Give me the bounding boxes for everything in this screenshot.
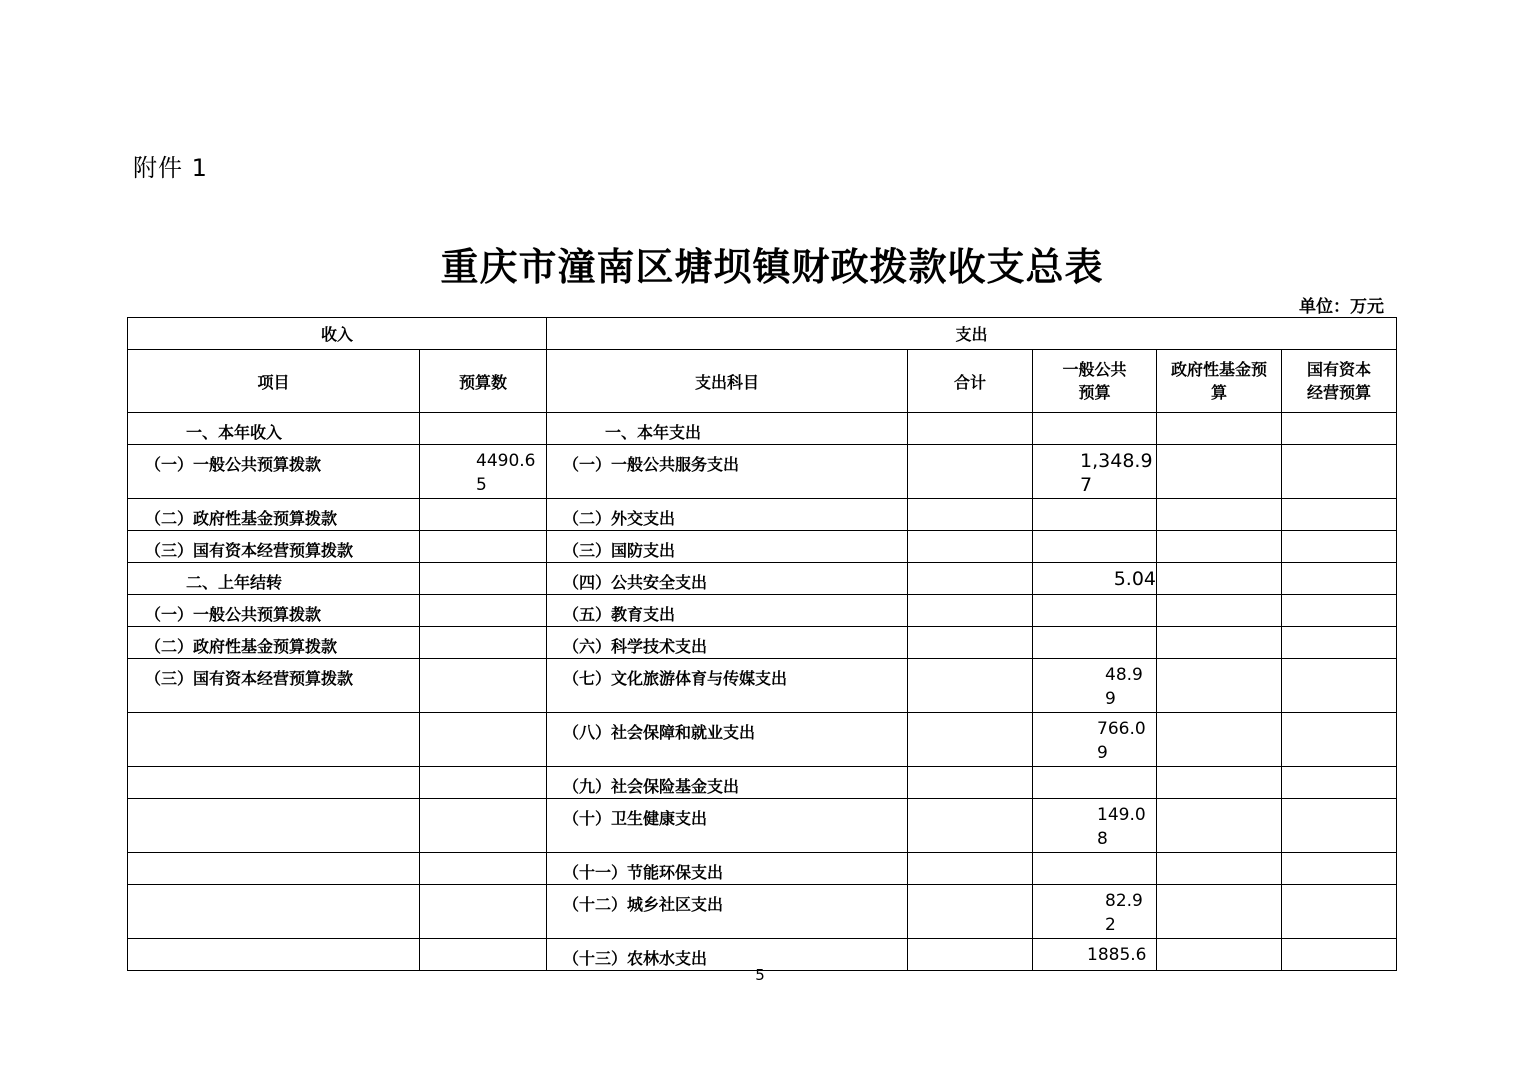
attachment-label: 附件 1 xyxy=(133,154,208,182)
capital-cell xyxy=(1282,713,1397,767)
income-value-cell xyxy=(420,713,547,767)
income-value-cell xyxy=(420,767,547,799)
page-title: 重庆市潼南区塘坝镇财政拨款收支总表 xyxy=(440,244,1104,289)
table-row xyxy=(128,627,1397,659)
general-value: 766.09 xyxy=(1097,719,1146,763)
total-cell xyxy=(908,499,1033,531)
fund-cell xyxy=(1157,531,1282,563)
fund-cell xyxy=(1157,885,1282,939)
budget-amount-header: 预算数 xyxy=(420,350,547,413)
fund-cell xyxy=(1157,499,1282,531)
fund-cell xyxy=(1157,713,1282,767)
general-value: 48.99 xyxy=(1105,665,1143,709)
table-row xyxy=(128,445,1397,499)
capital-cell xyxy=(1282,627,1397,659)
general-cell xyxy=(1033,595,1157,627)
general-cell xyxy=(1033,531,1157,563)
income-header: 收入 xyxy=(128,318,547,350)
expense-item-cell xyxy=(547,499,908,531)
total-cell xyxy=(908,885,1033,939)
expense-item-cell xyxy=(547,799,908,853)
total-cell xyxy=(908,767,1033,799)
income-value-cell xyxy=(420,799,547,853)
income-item-cell xyxy=(128,563,420,595)
total-cell xyxy=(908,853,1033,885)
general-value: 1,348.97 xyxy=(1080,450,1153,496)
expense-item: （十二）城乡社区支出 xyxy=(563,895,724,914)
general-cell xyxy=(1033,713,1157,767)
expense-item: （三）国防支出 xyxy=(563,541,676,560)
capital-cell xyxy=(1282,445,1397,499)
capital-cell xyxy=(1282,659,1397,713)
fund-cell xyxy=(1157,853,1282,885)
expense-item: （五）教育支出 xyxy=(563,605,676,624)
capital-cell xyxy=(1282,853,1397,885)
fund-cell xyxy=(1157,595,1282,627)
income-value-cell xyxy=(420,885,547,939)
general-value: 5.04 xyxy=(1113,568,1157,590)
income-item: （一）一般公共预算拨款 xyxy=(145,455,322,474)
expense-item: （四）公共安全支出 xyxy=(563,573,708,592)
state-capital-budget-header xyxy=(1282,350,1397,413)
general-cell xyxy=(1033,853,1157,885)
expense-item-cell xyxy=(547,413,908,445)
general-public-budget-header xyxy=(1033,350,1157,413)
income-item: （三）国有资本经营预算拨款 xyxy=(145,541,354,560)
total-cell xyxy=(908,713,1033,767)
income-item: （二）政府性基金预算拨款 xyxy=(145,637,338,656)
header-row-1 xyxy=(128,318,1397,350)
expense-item-cell xyxy=(547,659,908,713)
income-item: 二、上年结转 xyxy=(186,573,283,592)
table-row xyxy=(128,767,1397,799)
gov-fund-budget-label: 政府性基金预算 xyxy=(1171,360,1268,402)
total-cell xyxy=(908,627,1033,659)
expense-item-cell xyxy=(547,563,908,595)
capital-cell xyxy=(1282,499,1397,531)
income-item-cell xyxy=(128,499,420,531)
income-item-cell xyxy=(128,713,420,767)
unit-label: 单位：万元 xyxy=(1299,297,1384,317)
general-cell xyxy=(1033,499,1157,531)
expense-item: 一、本年支出 xyxy=(605,423,702,442)
income-value: 4490.65 xyxy=(476,451,536,495)
table-row xyxy=(128,563,1397,595)
expense-item-cell xyxy=(547,445,908,499)
expense-item-cell xyxy=(547,853,908,885)
header-row-2 xyxy=(128,350,1397,413)
total-cell xyxy=(908,445,1033,499)
income-value-cell xyxy=(420,531,547,563)
expense-item-cell xyxy=(547,595,908,627)
budget-table xyxy=(127,317,1397,971)
item-header: 项目 xyxy=(128,350,420,413)
income-item: （一）一般公共预算拨款 xyxy=(145,605,322,624)
state-capital-budget-label: 国有资本经营预算 xyxy=(1307,360,1372,402)
income-item: （二）政府性基金预算拨款 xyxy=(145,509,338,528)
total-cell xyxy=(908,413,1033,445)
income-value xyxy=(420,413,546,417)
income-item-cell xyxy=(128,627,420,659)
fund-cell xyxy=(1157,413,1282,445)
general-cell xyxy=(1033,563,1157,595)
income-value-cell xyxy=(420,413,547,445)
general-value: 149.08 xyxy=(1097,805,1146,849)
income-item-cell xyxy=(128,445,420,499)
expense-item-cell xyxy=(547,531,908,563)
total-cell xyxy=(908,659,1033,713)
total-header: 合计 xyxy=(908,350,1033,413)
capital-cell xyxy=(1282,563,1397,595)
fund-cell xyxy=(1157,627,1282,659)
income-item-cell xyxy=(128,853,420,885)
income-item-cell xyxy=(128,595,420,627)
fund-cell xyxy=(1157,563,1282,595)
general-cell xyxy=(1033,659,1157,713)
page-number: 5 xyxy=(755,966,765,984)
income-item-cell xyxy=(128,799,420,853)
expense-item: （十一）节能环保支出 xyxy=(563,863,724,882)
gov-fund-budget-header xyxy=(1157,350,1282,413)
total-cell xyxy=(908,595,1033,627)
general-value: 1885.6 xyxy=(1087,945,1147,965)
table-row xyxy=(128,595,1397,627)
fund-cell xyxy=(1157,445,1282,499)
capital-cell xyxy=(1282,595,1397,627)
income-item: （三）国有资本经营预算拨款 xyxy=(145,669,354,688)
table-row xyxy=(128,853,1397,885)
income-item-cell xyxy=(128,767,420,799)
capital-cell xyxy=(1282,799,1397,853)
income-value-cell xyxy=(420,563,547,595)
table-row xyxy=(128,659,1397,713)
table-row xyxy=(128,885,1397,939)
general-cell xyxy=(1033,445,1157,499)
income-item-cell xyxy=(128,413,420,445)
expense-item-cell xyxy=(547,713,908,767)
fund-cell xyxy=(1157,767,1282,799)
capital-cell xyxy=(1282,413,1397,445)
income-value-cell xyxy=(420,627,547,659)
capital-cell xyxy=(1282,531,1397,563)
income-value-cell xyxy=(420,853,547,885)
expense-item-cell xyxy=(547,627,908,659)
expense-item: （二）外交支出 xyxy=(563,509,676,528)
table-row xyxy=(128,713,1397,767)
income-value-cell xyxy=(420,499,547,531)
expense-item: （七）文化旅游体育与传媒支出 xyxy=(563,669,788,688)
expense-item: （一）一般公共服务支出 xyxy=(563,455,740,474)
expense-item: （八）社会保障和就业支出 xyxy=(563,723,756,742)
capital-cell xyxy=(1282,885,1397,939)
general-cell xyxy=(1033,767,1157,799)
table-row xyxy=(128,413,1397,445)
expense-subject-header: 支出科目 xyxy=(547,350,908,413)
income-item-cell xyxy=(128,531,420,563)
income-value-cell xyxy=(420,595,547,627)
expense-item: （十）卫生健康支出 xyxy=(563,809,708,828)
table-row xyxy=(128,799,1397,853)
general-value: 82.92 xyxy=(1105,891,1143,935)
income-item-cell xyxy=(128,885,420,939)
fund-cell xyxy=(1157,659,1282,713)
total-cell xyxy=(908,799,1033,853)
expense-item: （十三）农林水支出 xyxy=(563,949,708,968)
table-row xyxy=(128,531,1397,563)
income-value-cell xyxy=(420,659,547,713)
expense-header: 支出 xyxy=(547,318,1397,350)
general-cell xyxy=(1033,799,1157,853)
total-cell xyxy=(908,531,1033,563)
general-cell xyxy=(1033,885,1157,939)
general-cell xyxy=(1033,413,1157,445)
general-public-budget-label: 一般公共预算 xyxy=(1062,360,1127,402)
income-item-cell xyxy=(128,659,420,713)
income-item: 一、本年收入 xyxy=(186,423,283,442)
table-row xyxy=(128,499,1397,531)
expense-item-cell xyxy=(547,767,908,799)
expense-item-cell xyxy=(547,885,908,939)
capital-cell xyxy=(1282,767,1397,799)
total-cell xyxy=(908,563,1033,595)
general-cell xyxy=(1033,627,1157,659)
expense-item: （九）社会保险基金支出 xyxy=(563,777,740,796)
income-value-cell xyxy=(420,445,547,499)
fund-cell xyxy=(1157,799,1282,853)
expense-item: （六）科学技术支出 xyxy=(563,637,708,656)
